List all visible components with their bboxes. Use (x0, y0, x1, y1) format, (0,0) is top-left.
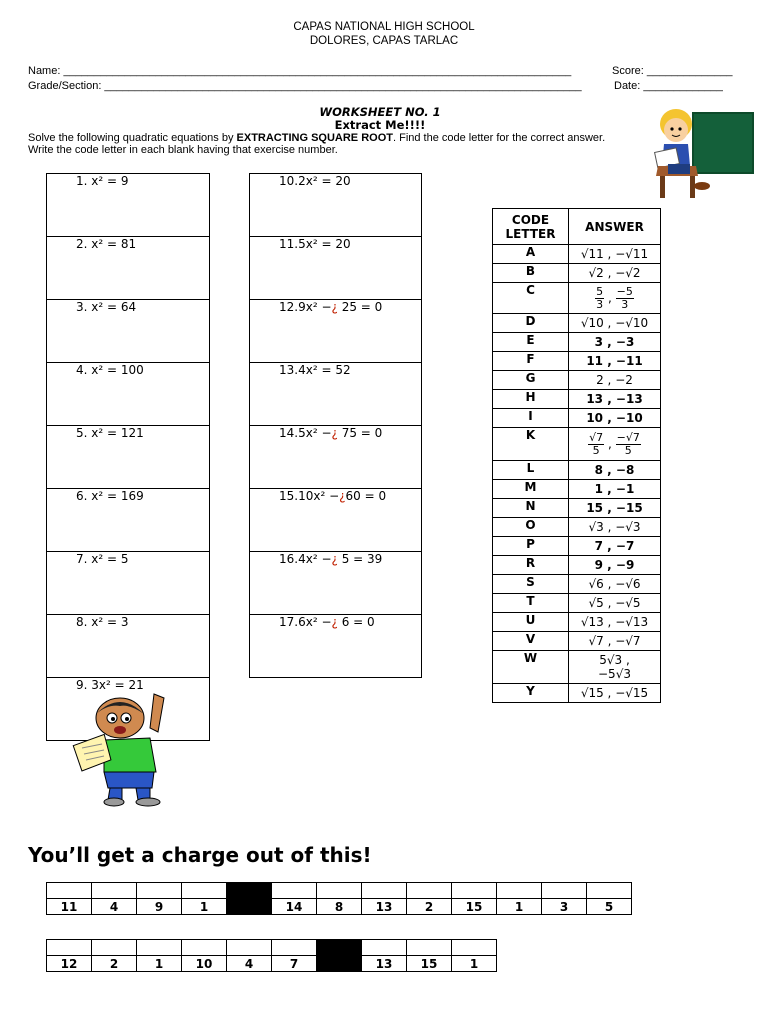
answer-blank-cell (317, 940, 362, 956)
code-row: K $\frac{√7}{5}$ , $\frac{-√7}{5}$ (493, 428, 661, 461)
code-row: F 11 , −11 (493, 352, 661, 371)
exercise-number-cell: 1 (452, 956, 497, 972)
exercise-number-cell: 5 (587, 899, 632, 915)
exercise-box[interactable] (46, 488, 210, 552)
instruction-text-2: . Find the code letter for the correct answer. (392, 132, 606, 144)
exercise-box[interactable] (46, 362, 210, 426)
exercise-box[interactable] (46, 551, 210, 615)
exercise-text: 5. x² = 121 (76, 426, 144, 440)
school-name: CAPAS NATIONAL HIGH SCHOOL (293, 21, 475, 33)
exercise-number-cell: 9 (137, 899, 182, 915)
exercise-text: 2. x² = 81 (76, 237, 137, 251)
answer-blank-cell[interactable] (407, 940, 452, 956)
answer-blank-cell[interactable] (497, 883, 542, 899)
exercise-number-cell: 12 (47, 956, 92, 972)
exercise-box[interactable] (249, 551, 422, 615)
exercise-text: 8. x² = 3 (76, 615, 129, 629)
instruction-line-2: Write the code letter in each blank having that exercise number. (28, 144, 338, 156)
answer-blank-cell[interactable] (92, 883, 137, 899)
exercise-number-cell: 4 (227, 956, 272, 972)
code-row: R 9 , −9 (493, 556, 661, 575)
code-row: V √7 , −√7 (493, 632, 661, 651)
exercise-number-cell: 14 (272, 899, 317, 915)
code-row: U √13 , −√13 (493, 613, 661, 632)
answer-grid-row-1 (46, 882, 632, 915)
exercise-number-cell: 1 (182, 899, 227, 915)
code-row: L 8 , −8 (493, 461, 661, 480)
answer-grid-row-2 (46, 939, 497, 972)
exercise-number-cell: 3 (542, 899, 587, 915)
code-row: S √6 , −√6 (493, 575, 661, 594)
answer-header: ANSWER (569, 209, 661, 245)
answer-blank-cell[interactable] (362, 940, 407, 956)
code-row: E 3 , −3 (493, 333, 661, 352)
answer-blank-cell[interactable] (47, 940, 92, 956)
answer-blank-cell[interactable] (452, 940, 497, 956)
code-row: I 10 , −10 (493, 409, 661, 428)
code-letter-header: CODE LETTER (493, 209, 569, 245)
answer-blank-cell[interactable] (182, 883, 227, 899)
code-letter-table (492, 208, 661, 703)
raised-hand-boy-cartoon (70, 692, 190, 807)
code-row: D √10 , −√10 (493, 314, 661, 333)
exercise-box[interactable] (249, 236, 422, 300)
school-address: DOLORES, CAPAS TARLAC (309, 35, 459, 47)
exercise-text: 6. x² = 169 (76, 489, 144, 503)
exercise-number-cell: 8 (317, 899, 362, 915)
exercise-text: 11.5x² = 20 (279, 237, 351, 251)
exercise-text: 12.9x² −¿ 25 = 0 (279, 300, 383, 314)
exercise-number-cell: 10 (182, 956, 227, 972)
exercise-text: 14.5x² −¿ 75 = 0 (279, 426, 383, 440)
exercise-number-cell: 4 (92, 899, 137, 915)
exercise-number-cell (317, 956, 362, 972)
code-row: P 7 , −7 (493, 537, 661, 556)
answer-blank-cell[interactable] (542, 883, 587, 899)
code-row: C $\frac{5}{3}$ , $\frac{-5}{3}$ (493, 283, 661, 314)
exercise-box[interactable] (249, 299, 422, 363)
exercise-text: 3. x² = 64 (76, 300, 137, 314)
exercise-text: 1. x² = 9 (76, 174, 129, 188)
exercise-box[interactable] (249, 488, 422, 552)
exercise-text: 16.4x² −¿ 5 = 39 (279, 552, 383, 566)
answer-blank-cell[interactable] (587, 883, 632, 899)
answer-blank-cell[interactable] (362, 883, 407, 899)
answer-blank-cell[interactable] (137, 883, 182, 899)
exercise-number-cell: 15 (407, 956, 452, 972)
code-row: G 2 , −2 (493, 371, 661, 390)
exercise-number-cell: 7 (272, 956, 317, 972)
code-row: N 15 , −15 (493, 499, 661, 518)
date-field[interactable]: Date: _____________ (614, 80, 723, 92)
exercise-number-cell: 2 (92, 956, 137, 972)
answer-blank-cell[interactable] (407, 883, 452, 899)
instruction-method: EXTRACTING SQUARE ROOT (236, 132, 393, 144)
exercise-text: 4. x² = 100 (76, 363, 144, 377)
exercise-number-cell: 1 (137, 956, 182, 972)
score-field[interactable]: Score: ______________ (612, 65, 733, 77)
answer-blank-cell[interactable] (227, 940, 272, 956)
answer-blank-cell[interactable] (92, 940, 137, 956)
exercise-text: 17.6x² −¿ 6 = 0 (279, 615, 375, 629)
instructions (28, 132, 638, 156)
worksheet-title: WORKSHEET NO. 1 (319, 105, 441, 119)
exercise-number-cell: 13 (362, 956, 407, 972)
riddle-prompt: You’ll get a charge out of this! (28, 843, 372, 867)
exercise-box[interactable] (46, 614, 210, 678)
exercise-text: 15.10x² −¿60 = 0 (279, 489, 387, 503)
exercise-text: 9. 3x² = 21 (76, 678, 144, 692)
answer-blank-cell[interactable] (452, 883, 497, 899)
exercise-text: 7. x² = 5 (76, 552, 129, 566)
exercise-number-cell: 2 (407, 899, 452, 915)
answer-blank-cell (227, 883, 272, 899)
exercise-number-cell: 11 (47, 899, 92, 915)
answer-blank-cell[interactable] (317, 883, 362, 899)
exercise-number-cell: 1 (497, 899, 542, 915)
answer-blank-cell[interactable] (272, 940, 317, 956)
reading-student-cartoon (636, 104, 756, 204)
exercise-box[interactable] (46, 299, 210, 363)
exercise-text: 10.2x² = 20 (279, 174, 351, 188)
grade-section-field[interactable]: Grade/Section: ______________________________________________________________________________ (28, 80, 582, 92)
code-row: M 1 , −1 (493, 480, 661, 499)
exercise-box[interactable] (46, 425, 210, 489)
code-row: O √3 , −√3 (493, 518, 661, 537)
exercise-box[interactable] (249, 173, 422, 237)
answer-blank-cell[interactable] (272, 883, 317, 899)
code-row: B √2 , −√2 (493, 264, 661, 283)
exercise-box[interactable] (46, 236, 210, 300)
code-row: T √5 , −√5 (493, 594, 661, 613)
code-row: W 5√3 , −5√3 (493, 651, 661, 684)
exercise-box[interactable] (249, 362, 422, 426)
school-header (0, 20, 768, 48)
exercise-box[interactable] (249, 425, 422, 489)
name-field[interactable]: Name: ___________________________________________________________________________________ (28, 65, 572, 77)
code-row: H 13 , −13 (493, 390, 661, 409)
exercise-box[interactable] (46, 173, 210, 237)
worksheet-subtitle: Extract Me!!!! (334, 118, 426, 132)
answer-blank-cell[interactable] (182, 940, 227, 956)
exercise-number-cell: 15 (452, 899, 497, 915)
code-row: A √11 , −√11 (493, 245, 661, 264)
exercise-box[interactable] (249, 614, 422, 678)
answer-blank-cell[interactable] (47, 883, 92, 899)
code-row: Y √15 , −√15 (493, 684, 661, 703)
exercise-text: 13.4x² = 52 (279, 363, 351, 377)
instruction-text: Solve the following quadratic equations by (28, 132, 237, 144)
exercise-number-cell: 13 (362, 899, 407, 915)
answer-blank-cell[interactable] (137, 940, 182, 956)
exercise-number-cell (227, 899, 272, 915)
